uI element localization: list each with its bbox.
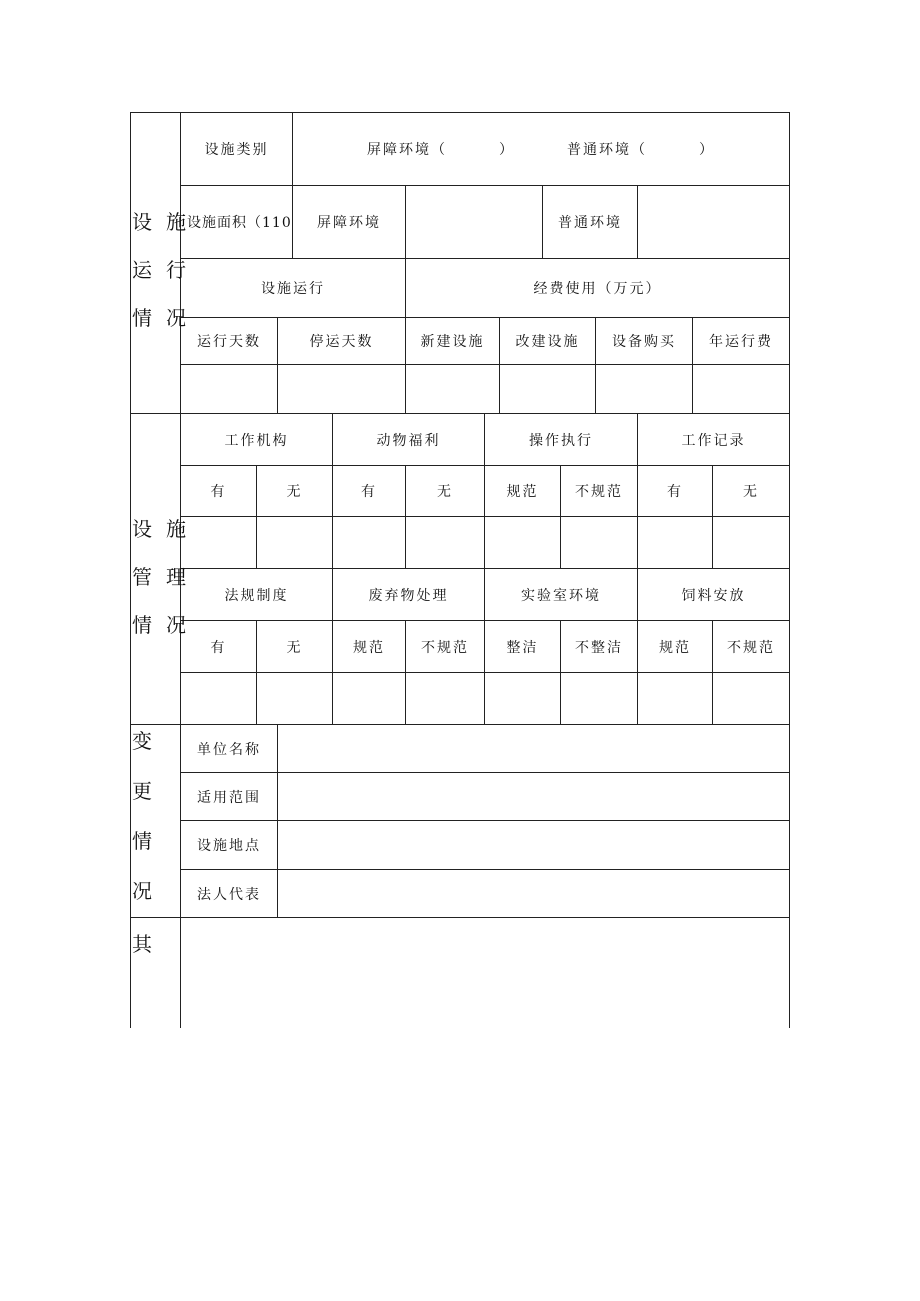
- mgmt-header-waste-disposal: 废弃物处理: [368, 587, 449, 604]
- mgmt-check-cell[interactable]: [561, 673, 637, 724]
- mgmt-header-feed-placement: 饲料安放: [681, 587, 746, 604]
- mgmt-option: 不规范: [421, 639, 469, 656]
- mgmt-option: 无: [437, 484, 453, 500]
- mgmt-option: 无: [286, 639, 303, 656]
- area-normal-value[interactable]: [638, 186, 789, 258]
- mgmt-check-cell[interactable]: [406, 517, 484, 568]
- mgmt-check-cell[interactable]: [485, 517, 560, 568]
- change-label-location: 设施地点: [197, 838, 261, 854]
- category-barrier-label: 屏障环境（: [367, 142, 447, 158]
- category-barrier-close: ）: [499, 142, 515, 158]
- area-barrier-value[interactable]: [406, 186, 542, 258]
- input-stop-days[interactable]: [278, 365, 405, 413]
- other-content-area[interactable]: [181, 918, 789, 1028]
- col-rebuilt-facility: 改建设施: [515, 334, 580, 350]
- mgmt-header-work-agency: 工作机构: [224, 432, 289, 449]
- mgmt-header-operation-exec: 操作执行: [529, 432, 593, 449]
- mgmt-check-cell[interactable]: [713, 517, 789, 568]
- category-options: [293, 113, 789, 185]
- facility-form: [130, 112, 790, 1028]
- input-equipment-purchase[interactable]: [596, 365, 692, 413]
- input-run-days[interactable]: [181, 365, 277, 413]
- mgmt-option: 不规范: [575, 484, 623, 500]
- run-header: 设施运行: [261, 281, 325, 297]
- change-input-legal-rep[interactable]: [278, 870, 789, 917]
- change-label-scope: 适用范围: [197, 789, 261, 806]
- category-normal-label: 普通环境（: [567, 142, 647, 158]
- mgmt-check-cell[interactable]: [406, 673, 484, 724]
- area-label: 设施面积（110: [187, 215, 292, 231]
- section-label-other: 其: [132, 932, 152, 956]
- mgmt-check-cell[interactable]: [561, 517, 637, 568]
- mgmt-header-work-record: 工作记录: [681, 432, 746, 449]
- input-annual-cost[interactable]: [693, 365, 789, 413]
- funding-header: 经费使用（万元）: [533, 281, 662, 297]
- mgmt-option: 无: [286, 484, 303, 500]
- input-rebuilt-facility[interactable]: [500, 365, 595, 413]
- mgmt-check-cell[interactable]: [333, 673, 405, 724]
- mgmt-option: 不规范: [727, 639, 775, 656]
- mgmt-option: 规范: [659, 639, 691, 656]
- section-label-operation: 设施 运行 情况: [132, 210, 200, 330]
- input-new-facility[interactable]: [406, 365, 499, 413]
- mgmt-option: 有: [361, 484, 377, 500]
- change-label-unit-name: 单位名称: [197, 741, 261, 758]
- area-normal-label: 普通环境: [558, 215, 622, 231]
- col-annual-cost: 年运行费: [709, 334, 773, 350]
- mgmt-option: 规范: [353, 639, 385, 656]
- section-label-change: 变 更 情 况: [132, 729, 152, 903]
- border-right: [789, 112, 790, 1028]
- mgmt-header-lab-environment: 实验室环境: [521, 587, 601, 604]
- col-run-days: 运行天数: [197, 334, 261, 350]
- mgmt-option: 有: [210, 639, 227, 656]
- mgmt-option: 有: [667, 484, 683, 500]
- section-label-management: 设施 管理 情况: [132, 517, 200, 637]
- change-input-scope[interactable]: [278, 773, 789, 820]
- mgmt-option: 不整洁: [575, 639, 623, 656]
- mgmt-check-cell[interactable]: [638, 517, 712, 568]
- mgmt-check-cell[interactable]: [638, 673, 712, 724]
- mgmt-option: 无: [743, 484, 759, 500]
- mgmt-check-cell[interactable]: [713, 673, 789, 724]
- category-normal-close: ）: [699, 142, 715, 158]
- border-left: [130, 112, 131, 1028]
- mgmt-check-cell[interactable]: [485, 673, 560, 724]
- col-stop-days: 停运天数: [309, 334, 374, 350]
- mgmt-header-regulations: 法规制度: [224, 587, 289, 604]
- change-input-location[interactable]: [278, 821, 789, 869]
- mgmt-check-cell[interactable]: [181, 673, 256, 724]
- mgmt-option: 整洁: [506, 639, 539, 656]
- area-barrier-label: 屏障环境: [317, 215, 381, 231]
- col-equipment-purchase: 设备购买: [612, 334, 676, 350]
- change-input-unit-name[interactable]: [278, 725, 789, 772]
- mgmt-check-cell[interactable]: [181, 517, 256, 568]
- mgmt-check-cell[interactable]: [333, 517, 405, 568]
- mgmt-option: 有: [210, 484, 227, 500]
- col-new-facility: 新建设施: [420, 334, 485, 350]
- mgmt-check-cell[interactable]: [257, 517, 332, 568]
- mgmt-header-animal-welfare: 动物福利: [376, 432, 441, 449]
- mgmt-check-cell[interactable]: [257, 673, 332, 724]
- category-label: 设施类别: [204, 142, 269, 158]
- change-label-legal-rep: 法人代表: [197, 886, 261, 903]
- mgmt-option: 规范: [506, 484, 539, 500]
